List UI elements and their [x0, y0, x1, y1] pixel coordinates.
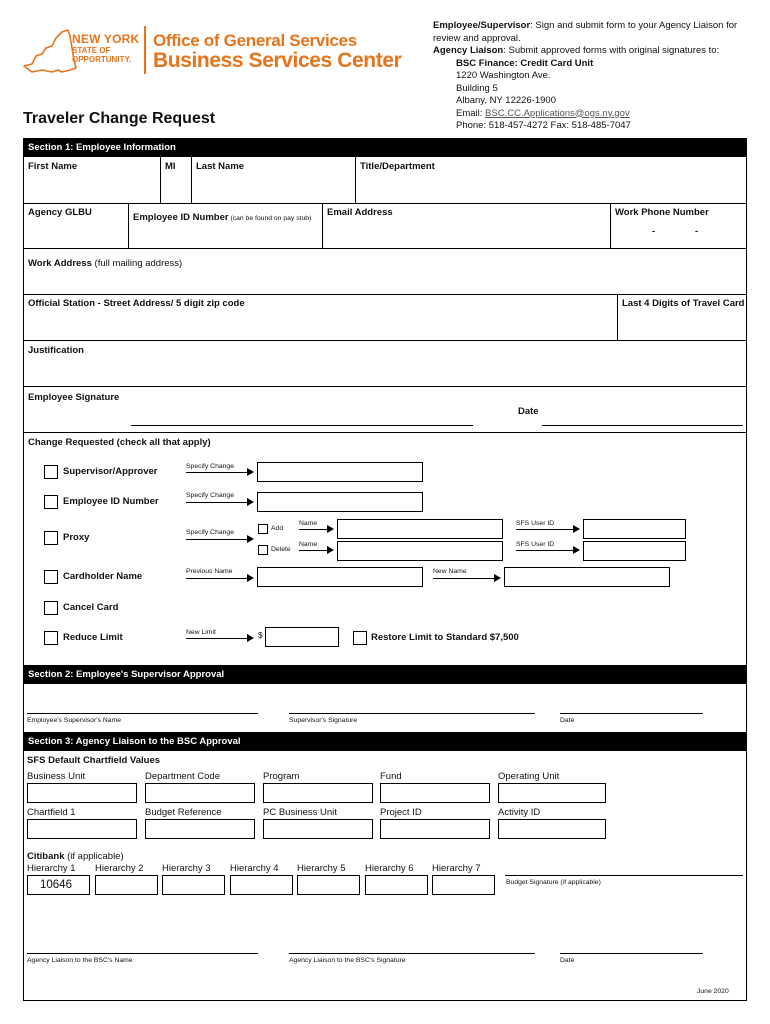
- budget-signature-label: Budget Signature (if applicable): [506, 879, 601, 886]
- footer-date: June 2020: [697, 988, 729, 995]
- supervisor-specify-label: Specify Change: [186, 463, 234, 470]
- proxy-name-arrow-1: [299, 529, 332, 530]
- agency-label: Agency Liaison: [433, 45, 504, 56]
- office-name: Office of General Services: [153, 31, 357, 50]
- supervisor-date-label: Date: [560, 717, 575, 724]
- employee-date-line[interactable]: [542, 425, 743, 426]
- supervisor-name-label: Employee's Supervisor's Name: [27, 717, 122, 724]
- divider: [23, 386, 747, 387]
- work-address-note: (full mailing address): [91, 258, 183, 269]
- proxy-sfs-arrow-1: [516, 529, 578, 530]
- emp-label: Employee/Supervisor: [433, 20, 531, 31]
- restore-limit-label: Restore Limit to Standard $7,500: [371, 632, 519, 643]
- phone-dash-2: -: [695, 226, 699, 237]
- proxy-name-label-2: Name: [299, 541, 318, 548]
- last4-label: Last 4 Digits of Travel Card: [622, 298, 745, 309]
- program-label: Program: [263, 771, 300, 782]
- mi-field[interactable]: [161, 174, 191, 202]
- title-dept-label: Title/Department: [360, 161, 435, 172]
- proxy-add-name-field[interactable]: [337, 519, 503, 539]
- empid-change-label: Employee ID Number: [63, 496, 159, 507]
- hierarchy6-field[interactable]: [365, 875, 428, 895]
- work-address-field[interactable]: [24, 266, 746, 293]
- proxy-delete-label: Delete: [271, 546, 291, 553]
- liaison-name-label: Agency Liaison to the BSC's Name: [27, 957, 133, 964]
- budget-reference-field[interactable]: [145, 819, 255, 839]
- new-name-label: New Name: [433, 568, 467, 575]
- hierarchy5-label: Hierarchy 5: [297, 863, 346, 874]
- center-name: Business Services Center: [153, 49, 402, 72]
- hierarchy3-field[interactable]: [162, 875, 225, 895]
- fund-field[interactable]: [380, 783, 490, 803]
- proxy-checkbox[interactable]: [44, 531, 58, 545]
- logo-line3: OPPORTUNITY.: [72, 55, 132, 64]
- page-title: Traveler Change Request: [23, 110, 216, 127]
- cardholder-checkbox[interactable]: [44, 570, 58, 584]
- proxy-add-sfs-field[interactable]: [583, 519, 686, 539]
- program-field[interactable]: [263, 783, 373, 803]
- empid-specify-label: Specify Change: [186, 492, 234, 499]
- business-unit-label: Business Unit: [27, 771, 86, 782]
- proxy-name-arrow-2: [299, 550, 332, 551]
- email-link[interactable]: BSC.CC.Applications@ogs.ny.gov: [485, 107, 630, 119]
- phone-fax: Phone: 518-457-4272 Fax: 518-485-7047: [456, 120, 631, 131]
- agency-glbu-field[interactable]: [24, 220, 128, 247]
- citibank-text: Citibank: [27, 851, 65, 862]
- email-field[interactable]: [323, 220, 610, 247]
- justification-field[interactable]: [24, 358, 746, 385]
- cancel-card-checkbox[interactable]: [44, 601, 58, 615]
- first-name-field[interactable]: [24, 174, 160, 202]
- empid-arrow: [186, 502, 252, 503]
- change-requested-label: Change Requested (check all that apply): [28, 437, 211, 448]
- work-phone-field[interactable]: [611, 220, 746, 247]
- proxy-add-checkbox[interactable]: [258, 524, 268, 534]
- section1-header: Section 1: Employee Information: [23, 138, 747, 157]
- chartfield1-label: Chartfield 1: [27, 807, 76, 818]
- address-line1: 1220 Washington Ave.: [456, 70, 551, 81]
- reduce-limit-label: Reduce Limit: [63, 632, 123, 643]
- supervisor-date-line[interactable]: [560, 713, 703, 714]
- supervisor-specify-field[interactable]: [257, 462, 423, 482]
- new-name-arrow: [433, 578, 499, 579]
- hierarchy6-label: Hierarchy 6: [365, 863, 414, 874]
- employee-date-label: Date: [518, 406, 539, 417]
- hierarchy4-label: Hierarchy 4: [230, 863, 279, 874]
- address-line3: Albany, NY 12226-1900: [456, 95, 557, 106]
- previous-name-field[interactable]: [257, 567, 423, 587]
- supervisor-name-line[interactable]: [27, 713, 258, 714]
- unit-name: BSC Finance: Credit Card Unit: [456, 57, 594, 69]
- agency-glbu-label: Agency GLBU: [28, 207, 92, 218]
- email-address-label: Email Address: [327, 207, 393, 218]
- project-id-label: Project ID: [380, 807, 422, 818]
- last-name-label: Last Name: [196, 161, 245, 172]
- supervisor-sig-label: Supervisor's Signature: [289, 717, 358, 724]
- emp-text: : Sign and submit form to your Agency Liaison for: [530, 20, 738, 31]
- budget-signature-line[interactable]: [505, 875, 743, 876]
- activity-id-label: Activity ID: [498, 807, 541, 818]
- citibank-note: (if applicable): [64, 851, 124, 862]
- divider: [23, 203, 747, 204]
- chartfield1-field[interactable]: [27, 819, 137, 839]
- supervisor-arrow: [186, 472, 252, 473]
- divider: [23, 294, 747, 295]
- cardholder-label: Cardholder Name: [63, 571, 143, 582]
- new-name-field[interactable]: [504, 567, 670, 587]
- operating-unit-field[interactable]: [498, 783, 606, 803]
- work-address-text: Work Address: [28, 258, 92, 269]
- department-code-label: Department Code: [145, 771, 220, 782]
- logo-line2: STATE OF: [72, 46, 111, 55]
- proxy-arrow: [186, 539, 252, 540]
- hierarchy1-field[interactable]: 10646: [27, 875, 90, 895]
- liaison-name-line[interactable]: [27, 953, 258, 954]
- justification-label: Justification: [28, 345, 84, 356]
- emp-id-note: (can be found on pay stub): [228, 215, 312, 222]
- new-limit-label: New Limit: [186, 629, 216, 636]
- emp-id-field[interactable]: [129, 220, 322, 247]
- fund-label: Fund: [380, 771, 402, 782]
- previous-name-arrow: [186, 578, 252, 579]
- proxy-add-label: Add: [271, 525, 284, 532]
- proxy-sfs-label-1: SFS User ID: [516, 520, 555, 527]
- divider: [23, 248, 747, 249]
- work-phone-label: Work Phone Number: [615, 207, 709, 218]
- emp-id-text: Employee ID Number: [133, 212, 229, 223]
- address-line2: Building 5: [456, 82, 498, 94]
- phone-dash-1: -: [652, 226, 656, 237]
- activity-id-field[interactable]: [498, 819, 606, 839]
- hierarchy5-field[interactable]: [297, 875, 360, 895]
- proxy-delete-name-field[interactable]: [337, 541, 503, 561]
- citibank-label: [27, 846, 124, 864]
- empid-specify-field[interactable]: [257, 492, 423, 512]
- supervisor-checkbox[interactable]: [44, 465, 58, 479]
- logo-divider: [144, 26, 146, 74]
- proxy-sfs-label-2: SFS User ID: [516, 541, 555, 548]
- mi-label: MI: [165, 161, 176, 172]
- dollar-sign: $: [258, 631, 263, 640]
- project-id-field[interactable]: [380, 819, 490, 839]
- employee-signature-label: Employee Signature: [28, 392, 120, 403]
- hierarchy3-label: Hierarchy 3: [162, 863, 211, 874]
- new-limit-arrow: [186, 638, 252, 639]
- proxy-delete-checkbox[interactable]: [258, 545, 268, 555]
- logo-line1: NEW YORK: [72, 32, 140, 46]
- proxy-sfs-arrow-2: [516, 550, 578, 551]
- restore-limit-checkbox[interactable]: [353, 631, 367, 645]
- cancel-card-label: Cancel Card: [63, 602, 119, 613]
- new-limit-field[interactable]: [265, 627, 339, 647]
- hierarchy4-field[interactable]: [230, 875, 293, 895]
- proxy-specify-label: Specify Change: [186, 529, 234, 536]
- instructions: [433, 20, 737, 133]
- liaison-sig-line[interactable]: [289, 953, 535, 954]
- pc-business-unit-field[interactable]: [263, 819, 373, 839]
- liaison-date-line[interactable]: [560, 953, 703, 954]
- empid-checkbox[interactable]: [44, 495, 58, 509]
- divider: [23, 432, 747, 433]
- hierarchy2-field[interactable]: [95, 875, 158, 895]
- previous-name-label: Previous Name: [186, 568, 233, 575]
- employee-signature-line[interactable]: [131, 425, 473, 426]
- liaison-date-label: Date: [560, 957, 575, 964]
- last4-field[interactable]: [618, 312, 746, 339]
- supervisor-label: Supervisor/Approver: [63, 466, 158, 477]
- operating-unit-label: Operating Unit: [498, 771, 560, 782]
- department-code-field[interactable]: [145, 783, 255, 803]
- official-station-field[interactable]: [24, 312, 617, 339]
- email-label: Email:: [456, 107, 486, 119]
- proxy-name-label-1: Name: [299, 520, 318, 527]
- proxy-delete-sfs-field[interactable]: [583, 541, 686, 561]
- official-station-label: Official Station - Street Address/ 5 digit zip code: [28, 298, 245, 309]
- title-dept-field[interactable]: [356, 174, 746, 202]
- liaison-sig-label: Agency Liaison to the BSC's Signature: [289, 957, 406, 964]
- pc-business-unit-label: PC Business Unit: [263, 807, 337, 818]
- supervisor-sig-line[interactable]: [289, 713, 535, 714]
- last-name-field[interactable]: [192, 174, 355, 202]
- hierarchy7-field[interactable]: [432, 875, 495, 895]
- divider: [23, 340, 747, 341]
- section3-header: Section 3: Agency Liaison to the BSC Approval: [23, 732, 747, 751]
- sfs-default-label: SFS Default Chartfield Values: [27, 755, 161, 766]
- first-name-label: First Name: [28, 161, 78, 172]
- hierarchy7-label: Hierarchy 7: [432, 863, 481, 874]
- proxy-label: Proxy: [63, 532, 90, 543]
- budget-reference-label: Budget Reference: [145, 807, 222, 818]
- hierarchy1-label: Hierarchy 1: [27, 863, 76, 874]
- agency-text: : Submit approved forms with original signatures to:: [503, 45, 720, 56]
- business-unit-field[interactable]: [27, 783, 137, 803]
- reduce-limit-checkbox[interactable]: [44, 631, 58, 645]
- hierarchy2-label: Hierarchy 2: [95, 863, 144, 874]
- section2-header: Section 2: Employee's Supervisor Approval: [23, 665, 747, 684]
- emp-text2: review and approval.: [433, 32, 521, 44]
